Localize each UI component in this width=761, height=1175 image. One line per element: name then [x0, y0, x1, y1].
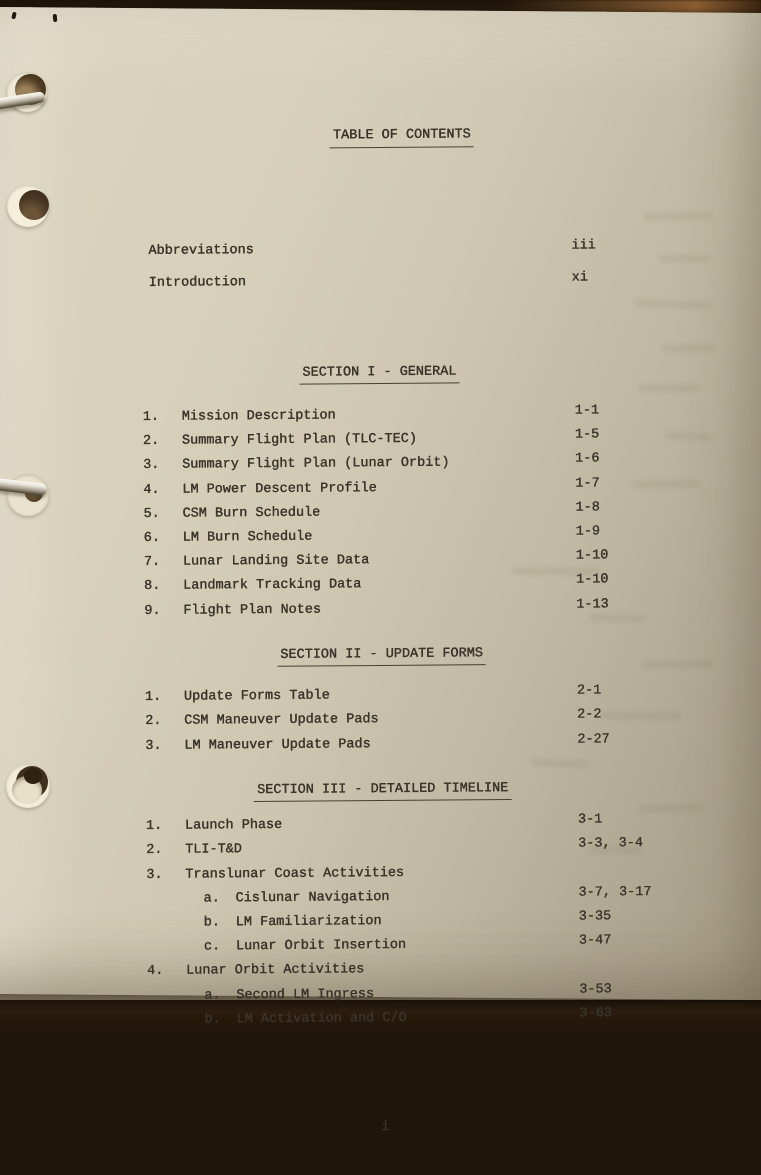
item-number: 5.	[143, 506, 160, 522]
item-number: a.	[203, 891, 220, 907]
item-label: Update Forms Table	[183, 688, 330, 705]
section-items	[123, 812, 652, 1037]
front-matter-page: iii	[571, 237, 596, 253]
page-title: TABLE OF CONTENTS	[330, 127, 474, 148]
toc-sections	[119, 362, 652, 1037]
item-label: LM Maneuver Update Pads	[184, 736, 371, 754]
item-label: Translunar Coast Activities	[185, 865, 405, 883]
toc-section	[119, 362, 641, 627]
item-number: 9.	[144, 603, 161, 619]
item-label: Lunar Orbit Insertion	[235, 937, 407, 955]
item-page: 3-53	[579, 981, 612, 998]
item-page: 1-7	[575, 475, 600, 492]
item-number: 3.	[145, 738, 162, 754]
item-label: TLI-T&D	[185, 842, 242, 858]
item-number: a.	[204, 987, 221, 1003]
item-page: 3-35	[578, 909, 612, 925]
binder-hole-4-core	[24, 768, 42, 784]
item-number: 1.	[142, 409, 159, 425]
front-matter-page: xi	[571, 269, 588, 285]
item-page: 3-3, 3-4	[577, 836, 643, 852]
item-page: 1-5	[574, 427, 600, 443]
item-page: 1-13	[576, 596, 609, 612]
section-items	[120, 403, 642, 628]
item-number: 1.	[145, 818, 163, 835]
item-label: Flight Plan Notes	[183, 601, 321, 619]
table-of-contents	[117, 78, 652, 1170]
page-title-row	[117, 110, 637, 166]
item-label: Mission Description	[181, 408, 336, 425]
toc-item	[124, 1005, 644, 1037]
item-page: 2-27	[577, 731, 610, 748]
section-heading: SECTION I - GENERAL	[299, 364, 459, 385]
item-number: 8.	[143, 579, 161, 595]
item-page: 3-7, 3-17	[578, 884, 652, 901]
front-matter-label: Abbreviations	[148, 242, 254, 259]
staple-mark-2	[53, 14, 57, 22]
section-items	[122, 683, 643, 763]
item-label: LM Familiarization	[235, 914, 382, 931]
toc-item	[122, 731, 642, 763]
front-matter-list	[118, 239, 638, 307]
item-label: LM Burn Schedule	[182, 529, 313, 546]
footer-page-number: i	[381, 1119, 390, 1135]
item-number: b.	[203, 915, 220, 931]
front-matter-row	[119, 271, 639, 307]
item-label: CSM Maneuver Update Pads	[184, 712, 379, 729]
section-heading-row	[122, 645, 642, 669]
item-label: Lunar Landing Site Data	[182, 553, 370, 570]
item-label: LM Activation and C/O	[236, 1010, 407, 1027]
item-page: 1-6	[574, 451, 600, 467]
item-number: 1.	[144, 689, 162, 706]
binder-hole-2	[7, 185, 49, 227]
item-number: 3.	[146, 867, 163, 883]
item-label: Summary Flight Plan (Lunar Orbit)	[182, 455, 450, 473]
item-number: 4.	[146, 964, 164, 980]
section-heading: SECTION III - DETAILED TIMELINE	[254, 781, 511, 803]
toc-item	[121, 596, 641, 627]
front-matter-row	[118, 239, 638, 275]
item-label: Launch Phase	[184, 818, 283, 834]
item-page: 1-10	[575, 572, 609, 588]
item-page: 1-9	[575, 524, 600, 540]
item-page: 1-10	[575, 548, 609, 564]
item-page: 3-1	[577, 812, 603, 828]
item-number: 3.	[143, 458, 160, 474]
item-label: Cislunar Navigation	[235, 889, 390, 906]
binder-hole-2-shadow	[19, 190, 49, 220]
item-page: 3-47	[578, 933, 612, 949]
front-matter-label: Introduction	[148, 274, 246, 291]
item-label: Summary Flight Plan (TLC-TEC)	[181, 431, 417, 449]
item-label: CSM Burn Schedule	[182, 505, 321, 522]
item-number: 2.	[142, 433, 160, 450]
toc-section	[122, 645, 643, 763]
item-number: b.	[204, 1012, 221, 1028]
item-label: Second LM Ingress	[236, 986, 375, 1003]
item-number: 4.	[143, 482, 160, 498]
item-number: c.	[203, 939, 221, 955]
item-page: 1-1	[574, 403, 600, 419]
toc-section	[123, 780, 652, 1037]
section-heading: SECTION II - UPDATE FORMS	[277, 646, 486, 667]
item-number: 6.	[143, 530, 160, 546]
item-page: 3-63	[579, 1005, 612, 1022]
item-label: Lunar Orbit Activities	[185, 962, 365, 979]
item-number: 2.	[146, 843, 163, 859]
item-label: LM Power Descent Profile	[182, 480, 377, 498]
section-heading-row	[119, 362, 639, 386]
section-heading-row	[123, 780, 643, 804]
item-page: 2-2	[576, 707, 602, 723]
document-page	[0, 7, 761, 1135]
item-page: 2-1	[576, 683, 602, 699]
item-number: 2.	[145, 714, 162, 730]
item-number: 7.	[143, 554, 161, 570]
item-page: 1-8	[575, 500, 600, 516]
item-label: Landmark Tracking Data	[182, 577, 362, 594]
binder-hole-4	[6, 764, 50, 808]
